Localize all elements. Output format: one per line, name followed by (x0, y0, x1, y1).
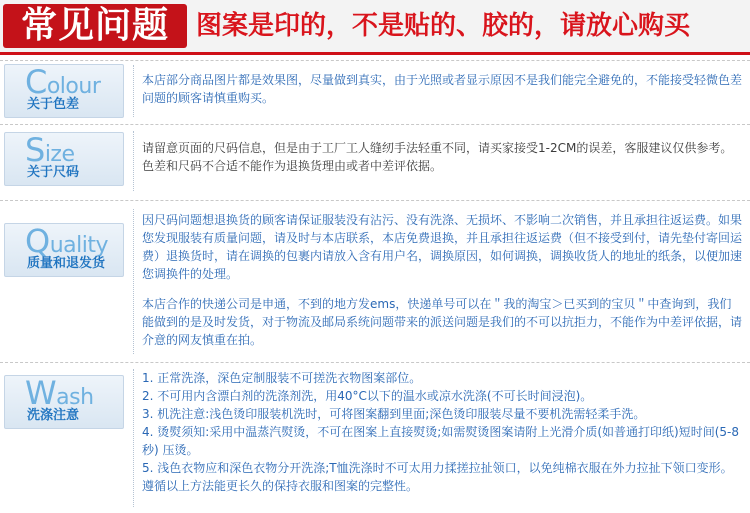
colour-section (0, 60, 750, 119)
wash-tag-rest: ash (56, 385, 94, 410)
colour-tag-rest: olour (46, 74, 101, 99)
colour-divider (133, 65, 135, 117)
colour-text (142, 71, 742, 107)
wash-item: 4. 烫熨须知:采用中温蒸汽熨烫，不可在图案上直接熨烫;如需熨烫图案请附上光滑介质(如普通打印纸)短时间(5-8秒) 压烫。 (142, 425, 739, 457)
colour-tag (4, 64, 124, 118)
colour-tag-initial: C (25, 63, 47, 101)
quality-tag (4, 223, 124, 277)
size-divider (133, 131, 135, 191)
size-tag-initial: S (25, 131, 45, 169)
wash-instructions-list (142, 369, 742, 477)
header-slogan: 图案是印的，不是贴的、胶的，请放心购买 (196, 11, 691, 41)
wash-tag-initial: W (25, 374, 57, 412)
wash-footer-note: 遵循以上方法能更长久的保持衣服和图案的完整性。 (142, 479, 419, 493)
colour-paragraph: 本店部分商品图片都是效果图，尽量做到真实，由于光照或者显示原因不是我们能完全避免的，不能接受轻微色差问题的顾客请慎重购买。 (142, 73, 743, 105)
quality-section (0, 200, 750, 361)
size-section (0, 124, 750, 195)
size-paragraph: 请留意页面的尺码信息，但是由于工厂工人缝纫手法轻重不同，请买家接受1-2CM的误差，客服建议仅供参考。色差和尺码不合适不能作为退换货理由或者中差评依据。 (142, 141, 733, 173)
wash-item: 5. 浅色衣物应和深色衣物分开洗涤;T恤洗涤时不可太用力揉搓拉扯领口，以免纯棉衣服在外力拉扯下领口变形。 (142, 461, 733, 475)
quality-divider (133, 209, 135, 354)
quality-text (142, 211, 742, 349)
wash-tag-label: 洗涤注意 (27, 408, 80, 423)
size-tag-label: 关于尺码 (27, 165, 80, 180)
size-text (142, 139, 742, 175)
wash-tag (4, 375, 124, 429)
wash-text (142, 369, 742, 495)
wash-divider (133, 369, 135, 507)
colour-tag-label: 关于色差 (27, 97, 80, 112)
quality-paragraph-returns: 因尺码问题想退换货的顾客请保证服装没有沾污、没有洗涤、无损坏、不影响二次销售，并且承担往返运费。如果您发现服装有质量问题，请及时与本店联系，本店免费退换，并且承担往返运费（但不接受到付，请先垫付寄回运费）退换货时，请在调换的包裹内请放入含有用户名，调换原因，如何调换，调换收货人的地址的纸条，以便加速您调换件的处理。 (142, 213, 743, 281)
quality-tag-label: 质量和退发货 (27, 256, 106, 271)
wash-section (0, 362, 750, 513)
wash-item: 3. 机洗注意:浅色烫印服装机洗时，可将图案翻到里面;深色烫印服装尽量不要机洗需轻柔手洗。 (142, 407, 646, 421)
quality-tag-rest: uality (49, 233, 108, 258)
size-tag (4, 132, 124, 186)
wash-item: 1. 正常洗涤，深色定制服装不可搓洗衣物图案部位。 (142, 371, 422, 385)
quality-tag-initial: Q (25, 222, 50, 260)
size-tag-rest: ize (44, 142, 75, 167)
page-header (0, 0, 750, 55)
quality-paragraph-shipping: 本店合作的快递公司是申通，不到的地方发ems，快递单号可以在＂我的淘宝＞已买到的宝贝＂中查询到，我们能做到的是及时发货，对于物流及邮局系统问题带来的派送问题是我们的不可以抗拒力，不能作为中差评依据，请介意的网友慎重在拍。 (142, 297, 743, 347)
page-title: 常见问题 (3, 4, 187, 48)
wash-item: 2. 不可用内含漂白剂的洗涤剂洗，用40°C以下的温水或凉水洗涤(不可长时间浸泡)。 (142, 389, 593, 403)
